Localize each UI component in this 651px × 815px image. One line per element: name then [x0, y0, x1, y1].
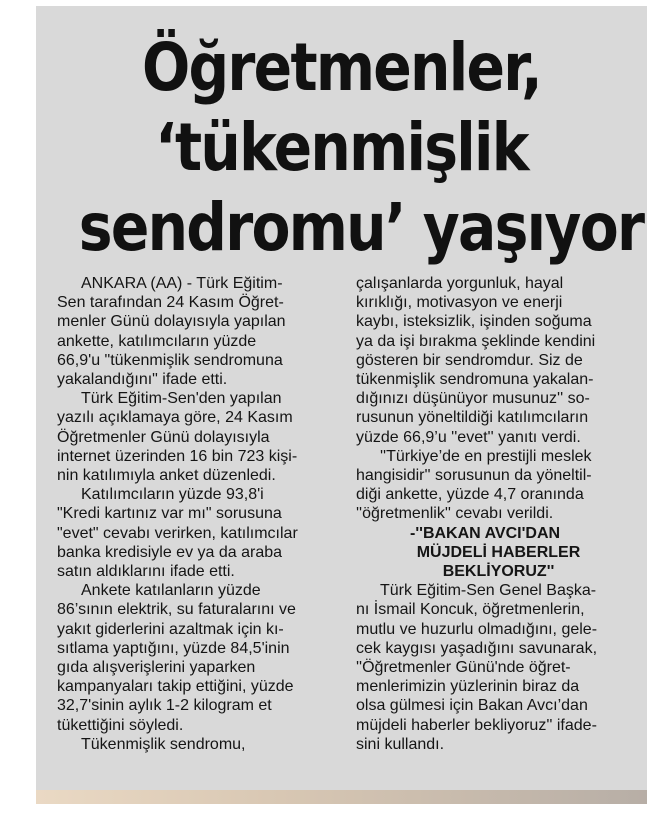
- article-line: tükenmişlik sendromuna yakalan-: [356, 371, 594, 389]
- article-line: ya da işi bırakma şeklinde kendini: [356, 332, 596, 350]
- article-line: dığınızı düşünüyor musunuz'' so-: [356, 390, 590, 408]
- article-line: "Kredi kartınız var mı" sorusuna: [57, 505, 282, 523]
- article-line: yazılı açıklamaya göre, 24 Kasım: [57, 409, 293, 427]
- article-line: cek kaygısı yaşadığını savunarak,: [356, 639, 598, 657]
- article-line: ankette, katılımcıların yüzde: [57, 332, 257, 350]
- article-line: Öğretmenler Günü dolayısıyla: [57, 428, 270, 446]
- article-line: yakıt giderlerini azaltmak için kı-: [57, 620, 284, 638]
- article-line: Türk Eğitim-Sen'den yapılan: [81, 390, 282, 408]
- article-line: BEKLİYORUZ'': [442, 563, 555, 581]
- article-line: müjdeli haberler bekliyoruz'' ifade-: [356, 716, 597, 734]
- article-line: ''Türkiye’de en prestijli meslek: [380, 447, 592, 465]
- clipping-bottom-edge: [36, 790, 647, 804]
- article-line: olsa gülmesi için Bakan Avcı’dan: [356, 697, 588, 715]
- article-line: ANKARA (AA) - Türk Eğitim-: [81, 275, 283, 292]
- article-line: mutlu ve huzurlu olmadığını, gele-: [356, 620, 598, 638]
- article-line: ''öğretmenlik'' cevabı verildi.: [356, 505, 554, 523]
- article-line: yakalandığını" ifade etti.: [57, 371, 228, 389]
- article-line: sini kullandı.: [356, 735, 445, 753]
- article-line: Türk Eğitim-Sen Genel Başka-: [380, 582, 597, 600]
- article-line: MÜJDELİ HABERLER: [416, 543, 581, 561]
- headline: [78, 28, 644, 268]
- article-line: internet üzerinden 16 bin 723 kişi-: [57, 447, 298, 465]
- article-line: menlerimizin yüzlerinin biraz da: [356, 678, 580, 696]
- article-line: tükettiğini söyledi.: [57, 716, 184, 734]
- article-line: hangisidir'' sorusunun da yöneltil-: [356, 467, 592, 485]
- article-line: Ankete katılanların yüzde: [81, 582, 261, 600]
- article-line: 32,7'sinin aylık 1-2 kilogram et: [57, 697, 272, 715]
- article-line: menler Günü dolayısıyla yapılan: [57, 313, 286, 331]
- article-line: banka kredisiyle ev ya da araba: [57, 543, 283, 561]
- article-line: rusunun yöneltildiği katılımcıların: [356, 409, 589, 427]
- article-line: kırıklığı, motivasyon ve enerji: [356, 294, 563, 312]
- article-line: diği ankette, yüzde 4,7 oranında: [356, 486, 584, 504]
- article-line: yüzde 66,9’u ''evet'' yanıtı verdi.: [356, 428, 581, 446]
- article-line: gıda alışverişlerini yaparken: [57, 659, 256, 677]
- article-column-left: [57, 274, 362, 754]
- article-line: nı İsmail Koncuk, öğretmenlerin,: [356, 601, 585, 619]
- article-line: kampanyaları takip ettiğini, yüzde: [57, 678, 294, 696]
- article-line: Tükenmişlik sendromu,: [81, 735, 246, 753]
- article-line: çalışanlarda yorgunluk, hayal: [356, 275, 564, 292]
- article-line: satın aldıklarını ifade etti.: [57, 563, 235, 581]
- article-line: 86’sının elektrik, su faturalarını ve: [57, 601, 296, 619]
- article-line: nin katılımıyla anket düzenledi.: [57, 467, 276, 485]
- article-line: sıtlama yaptığını, yüzde 84,5'inin: [57, 639, 290, 657]
- article-line: kaybı, isteksizlik, işinden soğuma: [356, 313, 592, 331]
- headline-line: ‘tükenmişlik: [155, 109, 528, 186]
- article-line: -''BAKAN AVCI'DAN: [410, 524, 561, 542]
- article-line: gösteren bir sendromdur. Siz de: [356, 351, 583, 369]
- article-column-right: [356, 274, 641, 754]
- article-line: Katılımcıların yüzde 93,8'i: [81, 486, 264, 504]
- article-line: 66,9'u "tükenmişlik sendromuna: [57, 351, 283, 369]
- article-line: ''Öğretmenler Günü'nde öğret-: [356, 659, 571, 677]
- newspaper-clipping: [36, 6, 647, 804]
- headline-line: sendromu’ yaşıyor: [78, 189, 644, 266]
- article-line: "evet" cevabı verirken, katılımcılar: [57, 524, 298, 542]
- headline-line: Öğretmenler,: [141, 29, 542, 106]
- article-line: Sen tarafından 24 Kasım Öğret-: [57, 294, 284, 312]
